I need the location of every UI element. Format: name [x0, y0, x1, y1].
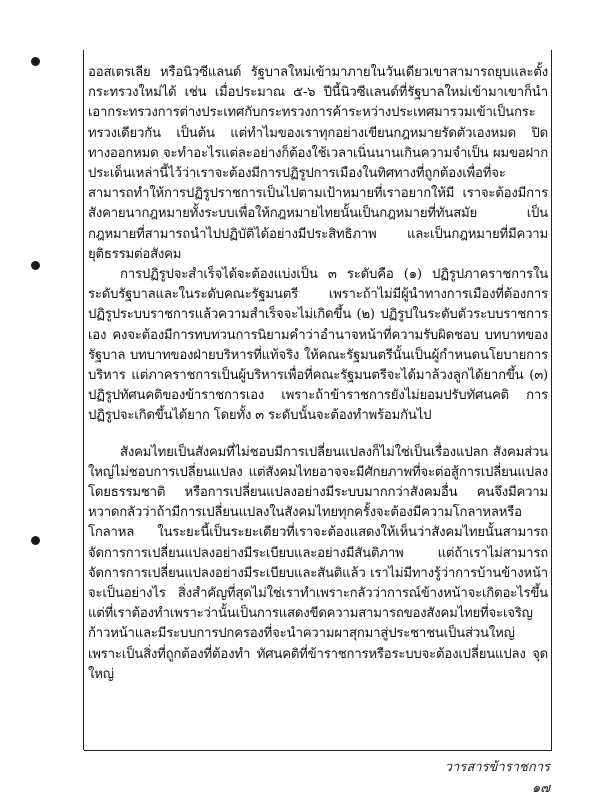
- footer-rule: [84, 750, 552, 751]
- punch-hole-mark: [31, 536, 40, 545]
- body-text: [88, 63, 548, 685]
- paragraph: ออสเตรเลีย หรือนิวซีแลนด์ รัฐบาลใหม่เข้ามาภายในวันเดียวเขาสามารถยุบและตั้งกระทรวงใหม่ได้ เช่น เมื่อประมาณ ๕-๖ ปีนี้นิวซีแลนด์ที่รัฐบาลใหม่เข้ามาเขาก็นำเอากระทรวงการต่างประเทศกับกระทรวงการค้าระหว่างประเทศมารวมเข้าเป็นกระทรวงเดียวกัน เป็นต้น แต่ทำไมของเราทุกอย่างเขียนกฎหมายรัดตัวเองหมด ปิดทางออกหมด จะทำอะไรแต่ละอย่างก็ต้องใช้เวลาเนิ่นนานเกินความจำเป็น ผมขอฝากประเด็นเหล่านี้ไว้ว่าเราจะต้องมีการปฏิรูปการเมืองในทิศทางที่ถูกต้องเพื่อที่จะสามารถทำให้การปฏิรูปราชการเป็นไปตามเป้าหมายที่เราอยากให้มี เราจะต้องมีการสังคายนากฎหมายทั้งระบบเพื่อให้กฎหมายไทยนั้นเป็นกฎหมายที่ทันสมัย เป็นกฎหมายที่สามารถนำไปปฏิบัติได้อย่างมีประสิทธิภาพ และเป็นกฎหมายที่มีความยุติธรรมต่อสังคม: [88, 65, 548, 262]
- paragraph: สังคมไทยเป็นสังคมที่ไม่ชอบมีการเปลี่ยนแปลงก็ไม่ใช่เป็นเรื่องแปลก สังคมส่วนใหญ่ไม่ชอบการเปลี่ยนแปลง แต่สังคมไทยอาจจะมีศักยภาพที่จะต่อสู้การเปลี่ยนแปลงโดยธรรมชาติ หรือการเปลี่ยนแปลงอย่างมีระบบมากกว่าสังคมอื่น คนจึงมีความหวาดกลัวว่าถ้ามีการเปลี่ยนแปลงในสังคมไทยทุกครั้งจะต้องมีความโกลาหลหรือโกลาหล ในระยะนี้เป็นระยะเดียวที่เราจะต้องแสดงให้เห็นว่าสังคมไทยนั้นสามารถจัดการการเปลี่ยนแปลงอย่างมีระเบียบและอย่างมีสันติภาพ แต่ถ้าเราไม่สามารถจัดการการเปลี่ยนแปลงอย่างมีระเบียบและสันติแล้ว เราไม่มีทางรู้ว่าการบ้านข้างหน้าจะเป็นอย่างไร สิ่งสำคัญที่สุดไม่ใช่เราทำเพราะกลัวว่าการณ์ข้างหน้าจะเกิดอะไรขึ้น แต่ที่เราต้องทำเพราะว่านั้นเป็นการแสดงขีดความสามารถของสังคมไทยที่จะเจริญก้าวหน้าและมีระบบการปกครองที่จะนำความผาสุกมาสู่ประชาชนเป็นส่วนใหญ่ เพราะเป็นสิ่งที่ถูกต้องที่ต้องทำ ทัศนคติที่ข้าราชการหรือระบบจะต้องเปลี่ยนแปลง จุดใหญ่: [88, 444, 548, 682]
- punch-hole-mark: [31, 261, 40, 270]
- page-footer: วารสารข้าราชการ ๑๗: [444, 760, 550, 796]
- paragraph: การปฏิรูปจะสำเร็จได้จะต้องแบ่งเป็น ๓ ระดับคือ (๑) ปฏิรูปภาคราชการในระดับรัฐบาลและในระดับคณะรัฐมนตรี เพราะถ้าไม่มีผู้นำทางการเมืองที่ต้องการปฏิรูประบบราชการแล้วความสำเร็จจะไม่เกิดขึ้น (๒) ปฏิรูปในระดับตัวระบบราชการเอง คงจะต้องมีการทบทวนการนิยามคำว่าอำนาจหน้าที่ความรับผิดชอบ บทบาทของรัฐบาล บทบาทของฝ่ายบริหารที่แท้จริง ให้คณะรัฐมนตรีนั้นเป็นผู้กำหนดนโยบายการบริหาร แต่ภาคราชการเป็นผู้บริหารเพื่อที่คณะรัฐมนตรีจะได้มาล้วงลูกได้ยากขึ้น (๓) ปฏิรูปทัศนคติของข้าราชการเอง เพราะถ้าข้าราชการยังไม่ยอมปรับทัศนคติ การปฏิรูปจะเกิดขึ้นได้ยาก โดยทั้ง ๓ ระดับนั้นจะต้องทำพร้อมกันไป: [88, 267, 548, 424]
- punch-hole-mark: [31, 57, 40, 66]
